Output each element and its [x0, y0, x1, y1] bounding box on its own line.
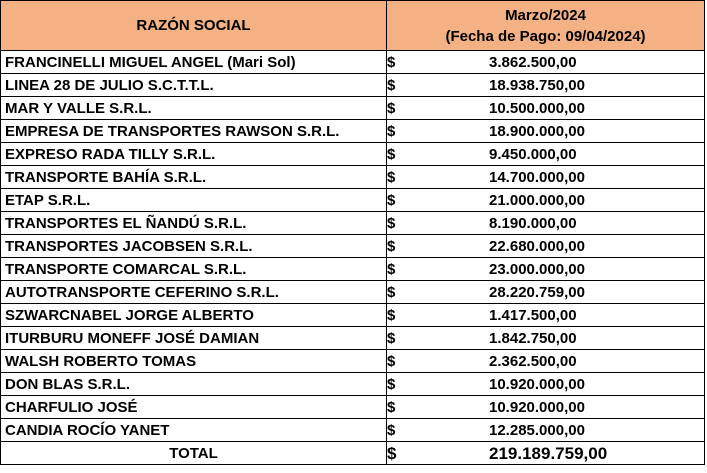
razon-social-cell[interactable]: TRANSPORTE COMARCAL S.R.L. — [1, 258, 387, 281]
table-row — [1, 143, 705, 166]
table-row — [1, 396, 705, 419]
table-row — [1, 373, 705, 396]
amount-cell[interactable] — [387, 143, 705, 166]
total-amount-cell[interactable] — [387, 442, 705, 465]
amount-cell[interactable] — [387, 327, 705, 350]
razon-social-cell[interactable]: SZWARCNABEL JORGE ALBERTO — [1, 304, 387, 327]
header-amount[interactable] — [387, 1, 705, 51]
sheet-background — [0, 469, 707, 473]
currency-symbol: $ — [387, 214, 396, 232]
amount-cell[interactable] — [387, 189, 705, 212]
razon-social-cell[interactable]: TRANSPORTES JACOBSEN S.R.L. — [1, 235, 387, 258]
table-row — [1, 212, 705, 235]
currency-symbol: $ — [387, 283, 396, 301]
amount-value: 10.920.000,00 — [489, 375, 585, 393]
amount-value: 10.500.000,00 — [489, 99, 585, 117]
table-row — [1, 120, 705, 143]
currency-symbol: $ — [387, 421, 396, 439]
header-payment-date: (Fecha de Pago: 09/04/2024) — [445, 27, 646, 45]
razon-social-cell[interactable]: TRANSPORTES EL ÑANDÚ S.R.L. — [1, 212, 387, 235]
header-razon-social-label: RAZÓN SOCIAL — [136, 17, 251, 34]
table-row — [1, 327, 705, 350]
currency-symbol: $ — [387, 375, 396, 393]
table-row — [1, 189, 705, 212]
razon-social-cell[interactable]: TRANSPORTE BAHÍA S.R.L. — [1, 166, 387, 189]
amount-cell[interactable] — [387, 166, 705, 189]
currency-symbol: $ — [387, 191, 396, 209]
header-row — [1, 1, 705, 51]
amount-cell[interactable] — [387, 97, 705, 120]
amount-value: 3.862.500,00 — [489, 53, 577, 71]
amount-cell[interactable] — [387, 120, 705, 143]
header-razon-social[interactable] — [1, 1, 387, 51]
razon-social-cell[interactable]: CHARFULIO JOSÉ — [1, 396, 387, 419]
amount-cell[interactable] — [387, 304, 705, 327]
table-row — [1, 281, 705, 304]
table-row — [1, 304, 705, 327]
amount-value: 28.220.759,00 — [489, 283, 585, 301]
currency-symbol: $ — [387, 53, 396, 71]
amount-cell[interactable] — [387, 419, 705, 442]
amount-value: 18.938.750,00 — [489, 76, 585, 94]
amount-value: 22.680.000,00 — [489, 237, 585, 255]
amount-cell[interactable] — [387, 235, 705, 258]
table-row — [1, 51, 705, 74]
amount-cell[interactable] — [387, 396, 705, 419]
razon-social-cell[interactable]: ETAP S.R.L. — [1, 189, 387, 212]
amount-value: 2.362.500,00 — [489, 352, 577, 370]
razon-social-cell[interactable]: WALSH ROBERTO TOMAS — [1, 350, 387, 373]
total-amount-value: 219.189.759,00 — [489, 443, 608, 463]
currency-symbol: $ — [387, 352, 396, 370]
table-row — [1, 350, 705, 373]
amount-value: 9.450.000,00 — [489, 145, 577, 163]
currency-symbol: $ — [387, 398, 396, 416]
amount-value: 18.900.000,00 — [489, 122, 585, 140]
total-row — [1, 442, 705, 465]
razon-social-cell[interactable]: EMPRESA DE TRANSPORTES RAWSON S.R.L. — [1, 120, 387, 143]
amount-value: 8.190.000,00 — [489, 214, 577, 232]
total-label[interactable]: TOTAL — [1, 442, 387, 465]
razon-social-cell[interactable]: FRANCINELLI MIGUEL ANGEL (Mari Sol) — [1, 51, 387, 74]
table-row — [1, 235, 705, 258]
currency-symbol: $ — [387, 443, 397, 463]
currency-symbol: $ — [387, 145, 396, 163]
razon-social-cell[interactable]: ITURBURU MONEFF JOSÉ DAMIAN — [1, 327, 387, 350]
amount-value: 21.000.000,00 — [489, 191, 585, 209]
currency-symbol: $ — [387, 237, 396, 255]
razon-social-cell[interactable]: LINEA 28 DE JULIO S.C.T.T.L. — [1, 74, 387, 97]
currency-symbol: $ — [387, 122, 396, 140]
razon-social-cell[interactable]: AUTOTRANSPORTE CEFERINO S.R.L. — [1, 281, 387, 304]
amount-cell[interactable] — [387, 74, 705, 97]
razon-social-cell[interactable]: DON BLAS S.R.L. — [1, 373, 387, 396]
table-row — [1, 97, 705, 120]
table-row — [1, 258, 705, 281]
amount-value: 12.285.000,00 — [489, 421, 585, 439]
amount-value: 14.700.000,00 — [489, 168, 585, 186]
amount-value: 23.000.000,00 — [489, 260, 585, 278]
currency-symbol: $ — [387, 260, 396, 278]
header-period: Marzo/2024 — [505, 6, 586, 24]
amount-cell[interactable] — [387, 51, 705, 74]
razon-social-cell[interactable]: MAR Y VALLE S.R.L. — [1, 97, 387, 120]
currency-symbol: $ — [387, 168, 396, 186]
currency-symbol: $ — [387, 306, 396, 324]
amount-cell[interactable] — [387, 258, 705, 281]
amount-cell[interactable] — [387, 281, 705, 304]
amount-value: 10.920.000,00 — [489, 398, 585, 416]
razon-social-cell[interactable]: EXPRESO RADA TILLY S.R.L. — [1, 143, 387, 166]
amount-cell[interactable] — [387, 212, 705, 235]
amount-cell[interactable] — [387, 350, 705, 373]
razon-social-cell[interactable]: CANDIA ROCÍO YANET — [1, 419, 387, 442]
table-row — [1, 166, 705, 189]
amount-cell[interactable] — [387, 373, 705, 396]
table-row — [1, 74, 705, 97]
currency-symbol: $ — [387, 329, 396, 347]
currency-symbol: $ — [387, 99, 396, 117]
amount-value: 1.842.750,00 — [489, 329, 577, 347]
amount-value: 1.417.500,00 — [489, 306, 577, 324]
table-row — [1, 419, 705, 442]
currency-symbol: $ — [387, 76, 396, 94]
